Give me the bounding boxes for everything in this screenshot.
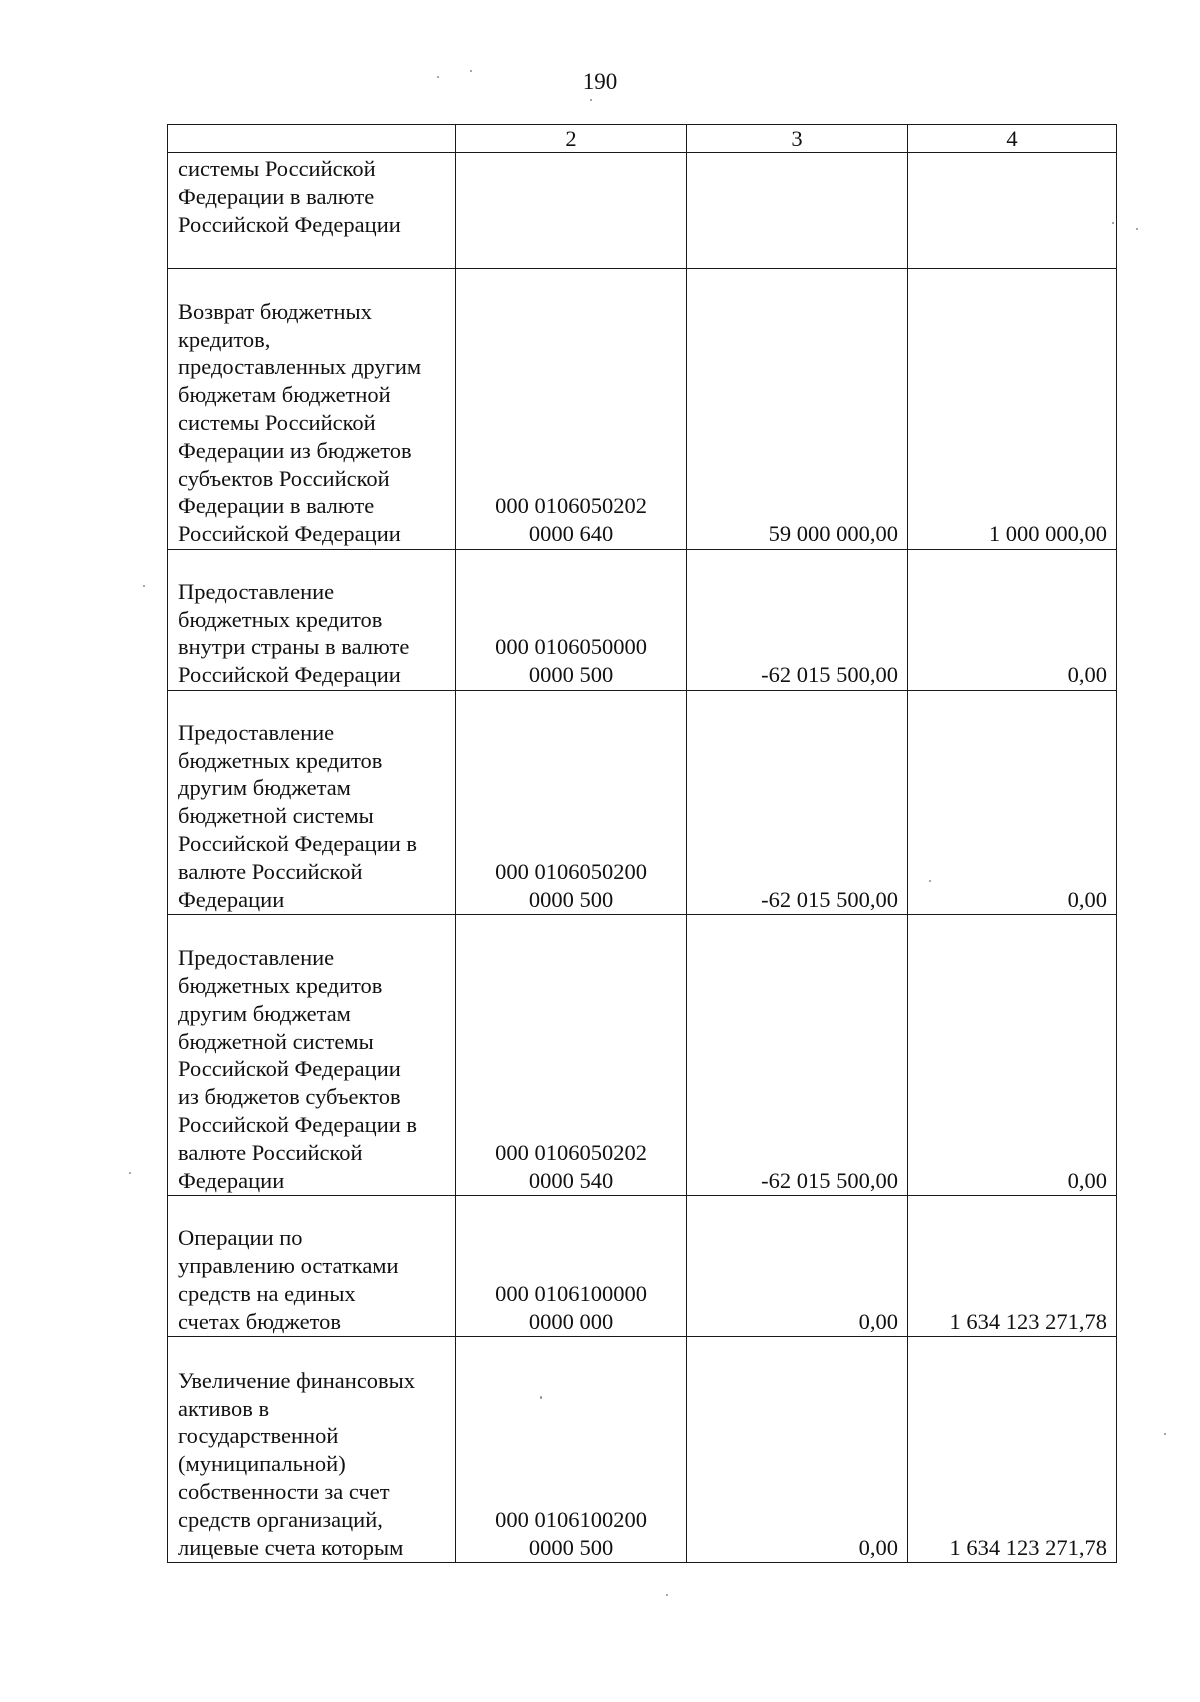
row-name-line: валюте Российской xyxy=(178,858,363,884)
row-name-line: государственной xyxy=(178,1423,339,1449)
row-value-2-cell: 0,00 xyxy=(908,550,1117,691)
row-name-line: (муниципальной) xyxy=(178,1451,346,1477)
row-code-line: 000 0106100000 xyxy=(495,1280,647,1306)
scan-speck xyxy=(929,880,931,882)
scan-speck xyxy=(590,99,592,101)
row-name-line: Федерации из бюджетов xyxy=(178,437,412,463)
row-code-line: 000 0106050000 xyxy=(495,634,647,660)
row-name-line: Предоставление xyxy=(178,719,335,745)
row-code-cell xyxy=(456,691,687,915)
scan-speck xyxy=(540,1396,542,1399)
row-name-line: субъектов Российской xyxy=(178,465,390,491)
row-name-cell xyxy=(168,1337,456,1563)
row-code-line: 0000 500 xyxy=(528,886,614,912)
row-name-cell xyxy=(168,550,456,691)
table-row xyxy=(168,1196,1117,1337)
row-code-line: 0000 540 xyxy=(528,1167,614,1193)
row-name-line: средств на единых xyxy=(178,1280,356,1306)
row-name-line: Российской Федерации в xyxy=(178,1111,418,1137)
row-code-cell xyxy=(456,153,687,269)
table-row xyxy=(168,153,1117,269)
row-name-line: бюджетных кредитов xyxy=(178,973,383,998)
row-name-line: счетах бюджетов xyxy=(178,1308,342,1334)
row-name-line: из бюджетов субъектов xyxy=(178,1084,401,1110)
row-name-line: валюте Российской xyxy=(178,1139,363,1165)
row-name-line: средств организаций, xyxy=(178,1506,383,1532)
scan-speck xyxy=(666,1594,668,1596)
row-name-line: Предоставление xyxy=(178,945,335,971)
scan-speck xyxy=(129,1172,131,1174)
row-name-line: системы Российской xyxy=(178,156,376,181)
scan-speck xyxy=(437,76,439,78)
row-name-line: собственности за счет xyxy=(178,1478,390,1504)
row-name-line: предоставленных другим xyxy=(178,354,422,380)
row-value-2-cell: 1 634 123 271,78 xyxy=(908,1337,1117,1563)
row-code-cell xyxy=(456,1196,687,1337)
row-name-cell xyxy=(168,153,456,269)
row-name-cell xyxy=(168,691,456,915)
column-header-value-1: 3 xyxy=(687,125,908,153)
row-value-1-cell: 0,00 xyxy=(687,1337,908,1563)
row-value-2-cell: 1 634 123 271,78 xyxy=(908,1196,1117,1337)
table-header-row xyxy=(168,125,1117,153)
scan-speck xyxy=(143,585,145,587)
row-value-1-cell: 59 000 000,00 xyxy=(687,269,908,550)
row-code-line: 0000 500 xyxy=(528,1534,614,1560)
row-name-line: бюджетам бюджетной xyxy=(178,382,391,408)
row-value-1-cell: -62 015 500,00 xyxy=(687,550,908,691)
row-value-1-cell: 0,00 xyxy=(687,1196,908,1337)
row-name-line: Федерации в валюте xyxy=(178,493,375,519)
row-code-line: 0000 500 xyxy=(528,662,614,688)
row-name-cell xyxy=(168,915,456,1196)
row-name-line: управлению остатками xyxy=(178,1252,399,1278)
row-name-line: Операции по xyxy=(178,1225,303,1251)
row-value-2-cell: 0,00 xyxy=(908,915,1117,1196)
row-code-line: 0000 000 xyxy=(528,1308,614,1334)
row-name-cell xyxy=(168,1196,456,1337)
table-row xyxy=(168,915,1117,1196)
scan-speck xyxy=(470,70,472,72)
row-name-line: бюджетной системы xyxy=(178,803,374,829)
row-code-line: 000 0106050200 xyxy=(495,858,647,884)
scan-speck xyxy=(1112,222,1114,224)
row-value-1-cell: -62 015 500,00 xyxy=(687,915,908,1196)
row-name-line: бюджетных кредитов xyxy=(178,606,383,632)
row-value-2-cell xyxy=(908,153,1117,269)
column-header-value-2: 4 xyxy=(908,125,1117,153)
row-name-line: внутри страны в валюте xyxy=(178,634,410,660)
row-name-line: Российской Федерации xyxy=(178,521,401,547)
row-name-line: Возврат бюджетных xyxy=(178,298,372,324)
row-name-line: Федерации в валюте xyxy=(178,183,375,209)
row-code-cell xyxy=(456,550,687,691)
row-value-2-cell: 0,00 xyxy=(908,691,1117,915)
row-code-cell xyxy=(456,1337,687,1563)
row-name-line: лицевые счета которым xyxy=(178,1534,404,1560)
row-name-line: бюджетных кредитов xyxy=(178,747,383,773)
row-name-line: другим бюджетам xyxy=(178,1000,351,1026)
table-row xyxy=(168,1337,1117,1563)
row-name-line: другим бюджетам xyxy=(178,775,351,801)
row-value-1-cell xyxy=(687,153,908,269)
row-code-line: 000 0106050202 xyxy=(495,1139,647,1165)
column-header-code: 2 xyxy=(456,125,687,153)
table-body xyxy=(168,153,1117,1563)
row-name-line: Российской Федерации в xyxy=(178,830,418,856)
row-name-line: Увеличение финансовых xyxy=(178,1367,416,1393)
row-value-2-cell: 1 000 000,00 xyxy=(908,269,1117,550)
row-name-line: Российской Федерации xyxy=(178,662,401,688)
row-code-cell xyxy=(456,269,687,550)
row-name-line: системы Российской xyxy=(178,410,376,436)
scan-speck xyxy=(1136,228,1138,230)
row-value-1-cell: -62 015 500,00 xyxy=(687,691,908,915)
column-header-name xyxy=(168,125,456,153)
row-name-line: Федерации xyxy=(178,886,285,912)
row-name-line: Федерации xyxy=(178,1167,285,1193)
table-row xyxy=(168,691,1117,915)
table-row xyxy=(168,269,1117,550)
row-name-cell xyxy=(168,269,456,550)
page-number: 190 xyxy=(582,69,618,94)
row-name-line: Российской Федерации xyxy=(178,1056,401,1082)
scan-speck xyxy=(1164,1433,1166,1435)
row-name-line: Российской Федерации xyxy=(178,211,401,237)
row-code-line: 000 0106100200 xyxy=(495,1506,647,1532)
budget-sources-table xyxy=(167,124,1117,1563)
row-code-line: 000 0106050202 xyxy=(495,493,647,519)
row-code-line: 0000 640 xyxy=(528,521,614,547)
row-name-line: активов в xyxy=(178,1395,270,1421)
row-name-line: Предоставление xyxy=(178,578,335,604)
row-code-cell xyxy=(456,915,687,1196)
row-name-line: бюджетной системы xyxy=(178,1028,374,1054)
row-name-line: кредитов, xyxy=(178,326,271,352)
table-row xyxy=(168,550,1117,691)
